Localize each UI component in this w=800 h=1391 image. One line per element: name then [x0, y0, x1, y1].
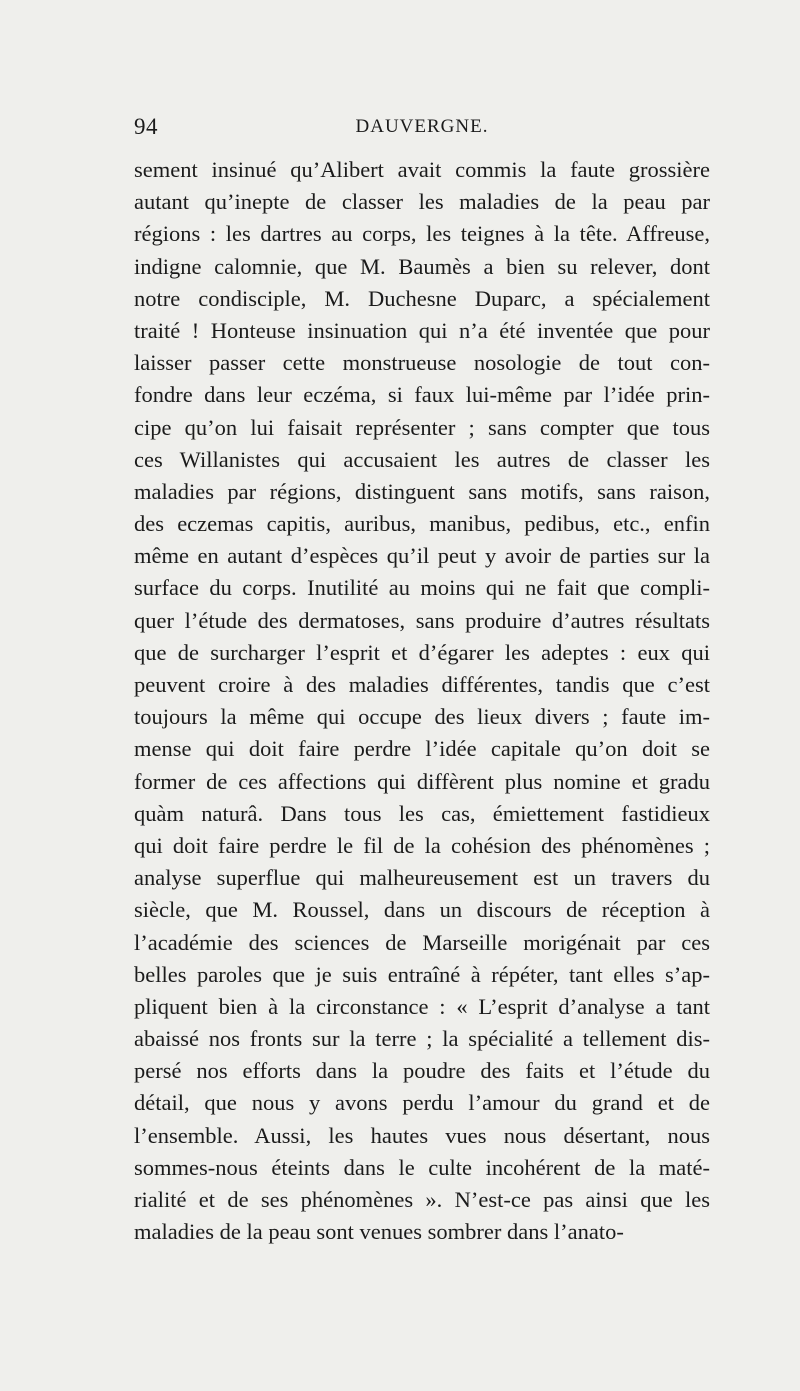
text-line: former de ces affections qui diffèrent plus nomine et gradu [134, 768, 710, 794]
text-line: belles paroles que je suis entraîné à répéter, tant elles s’ap- [134, 961, 710, 987]
text-line: même en autant d’espèces qu’il peut y avoir de parties sur la [134, 543, 710, 569]
text-line: analyse superflue qui malheureusement est un travers du [134, 865, 710, 891]
text-line: indigne calomnie, que M. Baumès a bien su relever, dont [134, 253, 710, 279]
text-line: persé nos efforts dans la poudre des faits et l’étude du [134, 1058, 710, 1084]
text-line: fondre dans leur eczéma, si faux lui-même par l’idée prin- [134, 382, 710, 408]
text-line: toujours la même qui occupe des lieux divers ; faute im- [134, 704, 710, 730]
text-line: sement insinué qu’Alibert avait commis la faute grossière [134, 157, 710, 182]
text-line: détail, que nous y avons perdu l’amour du grand et de [134, 1090, 710, 1116]
text-line: sommes-nous éteints dans le culte incohérent de la maté- [134, 1154, 710, 1180]
body-text [134, 154, 710, 1248]
text-line: autant qu’inepte de classer les maladies de la peau par [134, 189, 710, 215]
text-line: des eczemas capitis, auribus, manibus, pedibus, etc., enfin [134, 511, 710, 537]
text-line: l’ensemble. Aussi, les hautes vues nous désertant, nous [134, 1122, 710, 1148]
running-head: DAUVERGNE. [355, 116, 489, 137]
text-line: quàm naturâ. Dans tous les cas, émiettement fastidieux [134, 800, 710, 826]
text-line: maladies de la peau sont venues sombrer dans l’anato- [134, 1219, 624, 1245]
text-line: siècle, que M. Roussel, dans un discours de réception à [134, 897, 710, 923]
text-line: rialité et de ses phénomènes ». N’est-ce pas ainsi que les [134, 1187, 710, 1212]
text-line: surface du corps. Inutilité au moins qui ne fait que compli- [134, 575, 710, 601]
text-line: qui doit faire perdre le fil de la cohésion des phénomènes ; [134, 832, 710, 858]
text-line: que de surcharger l’esprit et d’égarer les adeptes : eux qui [134, 639, 710, 665]
text-line: l’académie des sciences de Marseille morigénait par ces [134, 929, 710, 955]
page-header [134, 114, 710, 144]
text-line: cipe qu’on lui faisait représenter ; sans compter que tous [134, 414, 710, 440]
text-line: peuvent croire à des maladies différentes, tandis que c’est [134, 672, 710, 697]
text-line: régions : les dartres au corps, les teignes à la tête. Affreuse, [134, 221, 710, 247]
text-line: quer l’étude des dermatoses, sans produire d’autres résultats [134, 607, 710, 633]
text-line: mense qui doit faire perdre l’idée capitale qu’on doit se [134, 736, 710, 762]
text-line: maladies par régions, distinguent sans motifs, sans raison, [134, 478, 710, 504]
text-line: ces Willanistes qui accusaient les autres de classer les [134, 446, 710, 472]
text-line: laisser passer cette monstrueuse nosologie de tout con- [134, 350, 710, 376]
text-line: traité ! Honteuse insinuation qui n’a été inventée que pour [134, 317, 710, 343]
text-line: pliquent bien à la circonstance : « L’esprit d’analyse a tant [134, 993, 710, 1019]
page-number: 94 [134, 114, 158, 139]
text-line: notre condisciple, M. Duchesne Duparc, a spécialement [134, 285, 710, 311]
text-line: abaissé nos fronts sur la terre ; la spécialité a tellement dis- [134, 1026, 710, 1052]
